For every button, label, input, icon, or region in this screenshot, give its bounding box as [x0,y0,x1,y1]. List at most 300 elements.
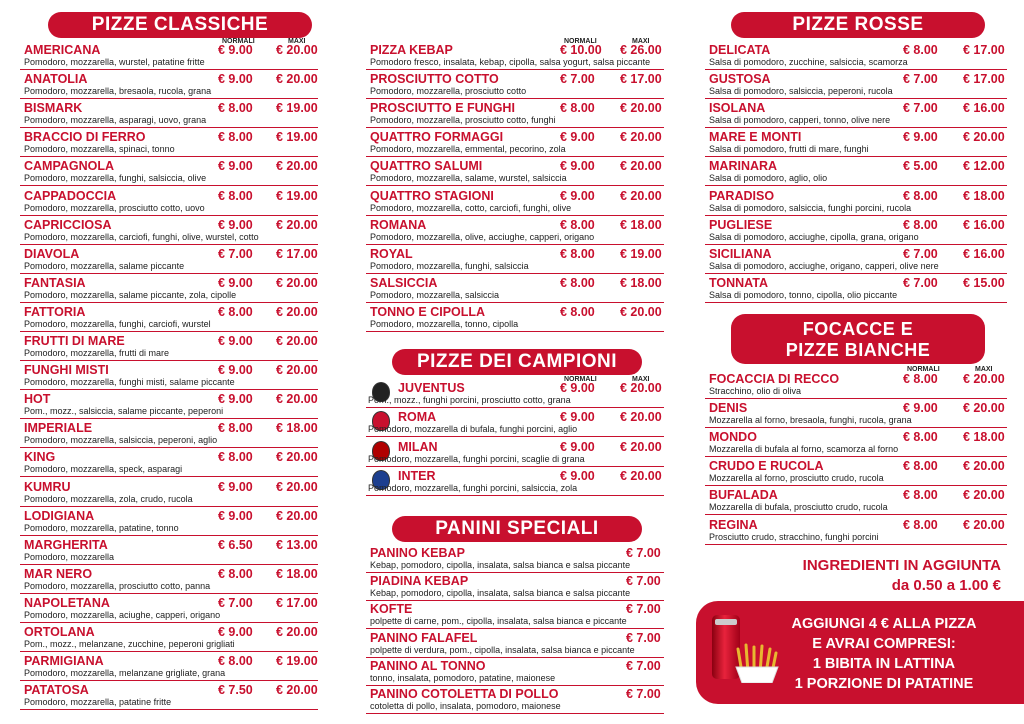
item-name: KING [24,450,56,465]
normali-header: NORMALI [564,38,597,45]
price-normale: € 7.00 [903,72,938,87]
price-maxi: € 20.00 [276,275,318,290]
menu-item [705,516,1007,545]
item-price: € 7.00 [626,546,661,560]
item-description: Pomodoro, mozzarella, bresaola, rucola, grana [24,86,212,97]
item-description: Pomodoro, mozzarella, speck, asparagi [24,464,183,475]
item-description: tonno, insalata, pomodoro, patatine, maionese [370,672,556,683]
price-maxi: € 20.00 [963,401,1005,416]
price-normale: € 9.00 [560,188,595,203]
price-normale: € 8.00 [560,246,595,261]
price-maxi: € 15.00 [963,275,1005,290]
menu-item [366,187,664,216]
promo-line-2: E AVRAI COMPRESI: [812,636,956,652]
price-maxi: € 17.00 [620,72,662,87]
price-normale: € 8.00 [218,421,253,436]
item-name: ISOLANA [709,101,766,116]
menu-item [366,629,664,658]
item-name: SICILIANA [709,246,772,261]
pizze-classiche-section [20,0,318,724]
menu-item [20,507,318,536]
item-name: QUATTRO SALUMI [370,159,483,174]
item-description: Salsa di pomodoro, acciughe, origano, capperi, olive nere [709,260,939,271]
price-normale: € 9.00 [218,275,253,290]
item-description: Pomodoro, mozzarella, salame piccante, zola, cipolle [24,289,237,300]
item-name: PUGLIESE [709,217,773,232]
price-maxi: € 19.00 [276,101,318,116]
promo-line-3: 1 BIBITA IN LATTINA [812,656,956,672]
item-description: Salsa di pomodoro, salsiccia, funghi porcini, rucola [709,202,912,213]
item-name: CAPRICCIOSA [24,217,112,232]
item-description: Pomodoro, mozzarella, melanzane grigliate, grana [24,668,226,679]
item-description: Pomodoro, mozzarella di bufala, funghi porcini, aglio [368,424,578,435]
menu-item [705,41,1007,70]
item-name: DENIS [709,401,748,416]
price-normale: € 9.00 [218,217,253,232]
item-name: CAMPAGNOLA [24,159,115,174]
price-maxi: € 18.00 [963,188,1005,203]
menu-item [705,399,1007,428]
maxi-header: MAXI [288,38,306,45]
price-maxi: € 20.00 [276,392,318,407]
item-name: INTER [398,468,436,483]
price-normale: € 9.00 [560,130,595,145]
item-name: PANINO COTOLETTA DI POLLO [370,687,559,701]
menu-item [20,361,318,390]
title-line-2: PIZZE BIANCHE [785,340,931,360]
price-normale: € 7.00 [560,72,595,87]
price-maxi: € 17.00 [963,72,1005,87]
middle-column [366,0,664,724]
item-description: Pomodoro, mozzarella, asparagi, uovo, grana [24,115,207,126]
item-description: Pomodoro, mozzarella, emmental, pecorino, zola [370,144,566,155]
menu-item [366,572,664,601]
item-name: ROMA [398,410,437,425]
menu-item [705,428,1007,457]
price-maxi: € 20.00 [963,130,1005,145]
menu-item [366,544,664,573]
item-description: Pom., mozz., melanzane, zucchine, peperoni grigliati [24,639,235,649]
price-normale: € 9.00 [218,159,253,174]
item-description: cotoletta di pollo, insalata, pomodoro, maionese [370,701,561,711]
price-normale: € 9.00 [218,392,253,407]
item-name: SALSICCIA [370,275,438,290]
item-name: TONNO E CIPOLLA [370,304,486,319]
price-normale: € 7.50 [218,683,253,698]
menu-item [20,536,318,565]
price-maxi: € 20.00 [276,43,318,57]
normali-header: NORMALI [222,38,255,45]
item-description: Pomodoro, mozzarella, prosciutto cotto [370,86,527,97]
price-normale: € 9.00 [560,439,595,454]
price-maxi: € 18.00 [620,275,662,290]
price-normale: € 9.00 [218,334,253,348]
price-normale: € 9.00 [218,479,253,494]
promo-line-4: 1 PORZIONE DI PATATINE [794,676,974,692]
item-description: Pomodoro, mozzarella, salsiccia, peperoni, aglio [24,435,218,446]
price-normale: € 8.00 [903,488,938,503]
menu-item [705,187,1007,216]
price-maxi: € 20.00 [276,72,318,87]
price-normale: € 8.00 [218,130,253,145]
price-normale: € 7.00 [903,275,938,290]
price-maxi: € 16.00 [963,246,1005,261]
section-title: PIZZE CLASSICHE [48,12,312,38]
item-name: JUVENTUS [398,381,465,395]
item-description: Salsa di pomodoro, aglio, olio [709,173,828,184]
price-maxi: € 17.00 [276,246,318,261]
price-normale: € 9.00 [560,159,595,174]
item-description: Pomodoro, mozzarella, carciofi, funghi, olive, wurstel, cotto [24,231,259,242]
menu-item [705,370,1007,399]
item-description: Pomodoro, mozzarella [24,551,115,562]
menu-item [705,486,1007,515]
item-description: Pomodoro, mozzarella, frutti di mare [24,348,170,358]
item-description: Mozzarella di bufala al forno, scamorza al forno [709,444,899,455]
price-normale: € 8.00 [218,654,253,669]
menu-item [705,70,1007,99]
section-title: PIZZE ROSSE [731,12,985,38]
promo-banner [696,601,1024,704]
menu-item [20,652,318,681]
price-maxi: € 20.00 [620,130,662,145]
price-normale: € 9.00 [218,508,253,523]
price-maxi: € 18.00 [963,430,1005,445]
price-maxi: € 20.00 [620,304,662,319]
price-normale: € 10.00 [560,43,602,57]
item-name: QUATTRO STAGIONI [370,188,494,203]
item-name: PROSCIUTTO COTTO [370,72,499,87]
price-normale: € 9.00 [218,72,253,87]
price-maxi: € 19.00 [620,246,662,261]
price-normale: € 7.00 [903,101,938,116]
item-description: Pomodoro, mozzarella, wurstel, patatine fritte [24,57,205,67]
menu-item [705,216,1007,245]
item-name: MONDO [709,430,757,445]
item-name: PARMIGIANA [24,654,104,669]
menu-item [20,681,318,710]
ingredienti-line-1: INGREDIENTI IN AGGIUNTA [802,557,1001,574]
item-price: € 7.00 [626,658,661,673]
price-maxi: € 20.00 [620,410,662,425]
price-normale: € 8.00 [218,188,253,203]
price-maxi: € 12.00 [963,159,1005,174]
item-description: Pomodoro, mozzarella, funghi porcini, salsiccia, zola [368,482,578,493]
item-description: Pomodoro, mozzarella, funghi misti, salame piccante [24,377,235,388]
item-name: AMERICANA [24,43,101,57]
price-maxi: € 13.00 [276,537,318,552]
item-name: ROMANA [370,217,427,232]
item-description: polpette di verdura, pom., cipolla, insalata, salsa bianca e piccante [370,644,635,655]
item-name: MILAN [398,439,438,454]
price-normale: € 8.00 [903,188,938,203]
price-maxi: € 20.00 [963,517,1005,532]
item-description: Pomodoro, mozzarella, prosciutto cotto, funghi [370,115,556,126]
ingredienti-line-2: da 0.50 a 1.00 € [891,577,1001,594]
item-description: Pomodoro, mozzarella, tonno, cipolla [370,318,519,329]
menu-item [20,274,318,303]
price-normale: € 9.00 [218,43,253,57]
menu-item [366,657,664,686]
item-description: Pomodoro, mozzarella, salame, wurstel, salsiccia [370,173,567,184]
item-price: € 7.00 [626,602,661,617]
price-normale: € 8.00 [218,101,253,116]
item-description: Salsa di pomodoro, frutti di mare, funghi [709,144,869,155]
price-normale: € 6.50 [218,537,253,552]
price-maxi: € 19.00 [276,130,318,145]
section-title: PIZZE DEI CAMPIONI [392,349,642,375]
price-maxi: € 20.00 [620,188,662,203]
price-normale: € 9.00 [218,625,253,639]
item-price: € 7.00 [626,574,661,589]
section-title [731,314,985,364]
item-description: Mozzarella al forno, prosciutto crudo, rucola [709,473,884,484]
item-name: MARE E MONTI [709,130,802,145]
item-description: Salsa di pomodoro, capperi, tonno, olive nere [709,115,891,126]
menu-item [20,187,318,216]
price-normale: € 9.00 [218,363,253,378]
item-description: Mozzarella al forno, bresaola, funghi, rucola, grana [709,415,912,426]
item-name: IMPERIALE [24,421,93,436]
menu-item [366,600,664,629]
item-description: Prosciutto crudo, stracchino, funghi porcini [709,531,879,542]
item-name: CAPPADOCCIA [24,188,117,203]
item-description: Salsa di pomodoro, tonno, cipolla, olio piccante [709,289,898,300]
item-description: Pomodoro, mozzarella, funghi, salsiccia [370,260,529,271]
item-name: MARINARA [709,159,778,174]
price-maxi: € 20.00 [620,439,662,454]
item-description: Pomodoro, mozzarella, salame piccante [24,260,185,271]
item-description: Pomodoro, mozzarella, olive, acciughe, capperi, origano [370,231,595,242]
item-name: CRUDO E RUCOLA [709,459,824,474]
price-maxi: € 16.00 [963,217,1005,232]
price-maxi: € 17.00 [963,43,1005,57]
item-description: Kebap, pomodoro, cipolla, insalata, salsa bianca e salsa piccante [370,588,631,599]
item-name: PROSCIUTTO E FUNGHI [370,101,515,116]
menu-item [20,623,318,652]
price-maxi: € 20.00 [276,625,318,639]
menu-item [366,99,664,128]
item-name: BRACCIO DI FERRO [24,130,146,145]
price-maxi: € 18.00 [276,566,318,581]
item-description: Salsa di pomodoro, zucchine, salsiccia, scamorza [709,57,908,67]
menu-item [366,245,664,274]
price-maxi: € 19.00 [276,654,318,669]
item-price: € 7.00 [626,687,661,701]
price-maxi: € 20.00 [276,217,318,232]
item-name: FANTASIA [24,275,86,290]
menu-item [20,332,318,361]
item-description: Kebap, pomodoro, cipolla, insalata, salsa bianca e salsa piccante [370,560,631,570]
maxi-header: MAXI [632,376,650,383]
menu-item [20,245,318,274]
menu-item [366,438,664,467]
price-normale: € 9.00 [560,381,595,395]
item-description: Mozzarella di bufala, prosciutto crudo, rucola [709,502,888,513]
menu-item [705,274,1007,303]
item-name: MAR NERO [24,566,93,581]
price-maxi: € 16.00 [963,101,1005,116]
menu-item [20,303,318,332]
price-maxi: € 20.00 [276,450,318,465]
price-maxi: € 18.00 [276,421,318,436]
item-description: Salsa di pomodoro, salsiccia, peperoni, rucola [709,86,893,97]
menu-item [366,685,664,714]
menu-item [366,467,664,496]
item-name: PANINO FALAFEL [370,630,478,645]
item-name: QUATTRO FORMAGGI [370,130,504,145]
menu-item [20,448,318,477]
price-normale: € 8.00 [560,101,595,116]
menu-item [20,594,318,623]
item-description: Pomodoro, mozzarella, patatine, tonno [24,522,179,533]
item-name: PARADISO [709,188,775,203]
menu-item [20,565,318,594]
item-description: Pomodoro, mozzarella, patatine fritte [24,697,172,708]
price-maxi: € 20.00 [276,334,318,348]
price-maxi: € 19.00 [276,188,318,203]
item-description: Pom., mozz., funghi porcini, prosciutto cotto, grana [368,395,571,405]
price-normale: € 7.00 [218,595,253,610]
menu-item [366,157,664,186]
item-description: Pomodoro, mozzarella, cotto, carciofi, funghi, olive [370,202,572,213]
menu-item [20,419,318,448]
price-maxi: € 20.00 [276,159,318,174]
menu-item [366,216,664,245]
menu-item [20,70,318,99]
normali-header: NORMALI [564,376,597,383]
item-description: Pomodoro, mozzarella, spinaci, tonno [24,144,175,155]
promo-line-1: AGGIUNGI 4 € ALLA PIZZA [791,616,977,632]
menu-item [366,274,664,303]
price-maxi: € 20.00 [276,304,318,319]
menu-item [20,128,318,157]
menu-item [366,379,664,408]
price-normale: € 8.00 [218,450,253,465]
menu-item [366,408,664,437]
price-normale: € 7.00 [903,246,938,261]
item-description: Pomodoro, mozzarella, funghi, carciofi, wurstel [24,318,211,329]
item-name: BUFALADA [709,488,778,503]
item-description: polpette di carne, pom., cipolla, insalata, salsa bianca e piccante [370,616,627,627]
price-normale: € 8.00 [560,275,595,290]
item-name: FUNGHI MISTI [24,363,109,378]
item-price: € 7.00 [626,630,661,645]
item-description: Pomodoro, mozzarella, zola, crudo, rucola [24,493,193,504]
item-name: PATATOSA [24,683,89,698]
price-maxi: € 20.00 [620,101,662,116]
item-name: PIZZA KEBAP [370,43,453,57]
item-name: MARGHERITA [24,537,108,552]
menu-item [366,128,664,157]
price-normale: € 8.00 [903,43,938,57]
item-name: DELICATA [709,43,771,57]
price-maxi: € 17.00 [276,595,318,610]
price-normale: € 7.00 [218,246,253,261]
item-name: LODIGIANA [24,508,95,523]
price-maxi: € 20.00 [276,508,318,523]
normali-header: NORMALI [907,366,940,373]
maxi-header: MAXI [632,38,650,45]
menu-item [366,303,664,332]
item-name: PANINO AL TONNO [370,658,486,673]
price-maxi: € 20.00 [620,468,662,483]
item-description: Pomodoro, mozzarella, salsiccia [370,289,500,300]
price-normale: € 8.00 [218,304,253,319]
menu-item [705,157,1007,186]
price-maxi: € 18.00 [620,217,662,232]
price-maxi: € 20.00 [620,159,662,174]
item-name: DIAVOLA [24,246,80,261]
item-description: Pomodoro, mozzarella, funghi porcini, scaglie di grana [368,453,585,464]
price-normale: € 8.00 [560,217,595,232]
item-name: KUMRU [24,479,71,494]
price-maxi: € 20.00 [276,479,318,494]
menu-item [705,128,1007,157]
item-name: PANINO KEBAP [370,546,465,560]
item-description: Pomodoro, mozzarella, aciughe, capperi, origano [24,609,221,620]
price-normale: € 8.00 [903,430,938,445]
item-name: BISMARK [24,101,83,116]
promo-text [764,614,1004,694]
menu-item [705,457,1007,486]
price-normale: € 9.00 [903,130,938,145]
item-description: Pomodoro, mozzarella, prosciutto cotto, uovo [24,202,205,213]
item-name: GUSTOSA [709,72,771,87]
item-name: PIADINA KEBAP [370,574,469,589]
item-description: Pomodoro fresco, insalata, kebap, cipolla, salsa yogurt, salsa piccante [370,57,651,67]
menu-item [366,70,664,99]
item-name: FRUTTI DI MARE [24,334,125,348]
item-name: TONNATA [709,275,769,290]
item-description: Pom., mozz., salsiccia, salame piccante, peperoni [24,406,224,417]
price-normale: € 8.00 [218,566,253,581]
item-name: ROYAL [370,246,413,261]
item-name: FOCACCIA DI RECCO [709,372,840,386]
price-normale: € 8.00 [560,304,595,319]
menu-item [20,41,318,70]
maxi-header: MAXI [975,366,993,373]
item-name: REGINA [709,517,758,532]
price-maxi: € 20.00 [276,363,318,378]
price-maxi: € 20.00 [963,488,1005,503]
menu-item [366,41,664,70]
item-name: HOT [24,392,51,407]
section-title: PANINI SPECIALI [392,516,642,542]
item-description: Pomodoro, mozzarella, prosciutto cotto, panna [24,580,211,591]
item-name: KOFTE [370,602,413,617]
item-description: Stracchino, olio di oliva [709,386,802,396]
price-normale: € 8.00 [903,517,938,532]
price-normale: € 5.00 [903,159,938,174]
menu-item [20,99,318,128]
title-line-1: FOCACCE E [802,319,914,339]
price-maxi: € 20.00 [276,683,318,698]
menu-item [20,390,318,419]
price-normale: € 8.00 [903,372,938,386]
price-normale: € 8.00 [903,217,938,232]
menu-item [20,216,318,245]
price-maxi: € 20.00 [620,381,662,395]
item-name: FATTORIA [24,304,86,319]
price-maxi: € 20.00 [963,459,1005,474]
item-name: NAPOLETANA [24,595,110,610]
menu-item [20,478,318,507]
menu-item [20,157,318,186]
menu-item [705,99,1007,128]
item-description: Pomodoro, mozzarella, funghi, salsiccia, olive [24,173,207,184]
menu-item [705,245,1007,274]
